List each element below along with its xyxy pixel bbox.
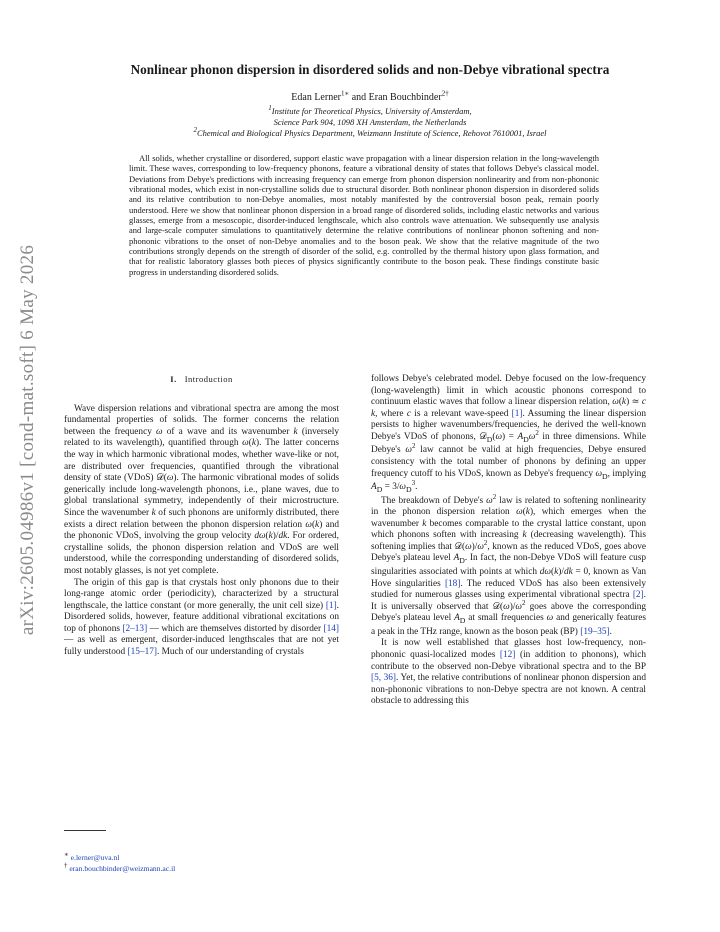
arxiv-identifier-stamp: arXiv:2605.04986v1 [cond-mat.soft] 6 May 2026 bbox=[17, 244, 38, 636]
abstract: All solids, whether crystalline or disordered, support elastic wave propagation with a linear dispersion relation in the long-wavelength limit. These waves, corresponding to low-frequency phonons, feature a vibrational density of states that follows Debye's classical model. Deviations from Debye's predictions with increasing frequency can emerge from phonon dispersion nonlinearity and from non-phononic vibrational modes, which exist in non-crystalline solids due to structural disorder. Both nonlinear phonon dispersion in disordered solids and its relative contribution to non-Debye anomalies, most notably manifested by the controversial boson peak, remain poorly understood. Here we show that nonlinear phonon dispersion in a broad range of disordered solids, including elastic networks and various glasses, emerge from a mesoscopic, disorder-induced lengthscale, which also controls wave attenuation. We subsequently use analysis and large-scale computer simulations to quantitatively determine the relative contributions of nonlinear phonon softening and non-phononic vibrations to the onset of non-Debye anomalies and to the boson peak. We show that the relative magnitude of the two contributions strongly depends on the strength of disorder of the solid, e.g. controlled by the thermal history upon glass formation, and that for realistic laboratory glasses both pieces of physics significantly contribute to the boson peak. These findings constitute basic progress in understanding disordered solids. bbox=[129, 153, 599, 277]
email-link-lerner[interactable]: e.lerner@uva.nl bbox=[70, 853, 120, 862]
paragraph: The breakdown of Debye's $\omega^2$ law is related to softening nonlinearity in the phonon dispersion relation ω(k), which emerges when the wavenumber k becomes comparable to the crystal lattice constant, upon which phonons soften with increasing k (decreasing wavelength). This softening implies that $𝒟(\omega)/\omega^2$, known as the reduced VDoS, goes above Debye's plateau level $A_D$. In fact, the non-Debye VDoS will feature cusp singularities associated with points at which dω(k)/dk = 0, known as Van Hove singularities [18]. The reduced VDoS has also been extensively studied for numerous glasses using experimental vibrational spectra [2]. It is universally observed that $𝒟(\omega)/\omega^2$ goes above the corresponding Debye's plateau level $A_D$ at small frequencies ω and generically features a peak in the THz range, known as the boson peak (BP) [19–35]. bbox=[371, 492, 647, 637]
paragraph: follows Debye's celebrated model. Debye focused on the low-frequency (long-wavelength) limit in which acoustic phonons correspond to continuum elastic waves that follow a linear dispersion relation, ω(k) ≃ c k, where c is a relevant wave-speed [1]. Assuming the linear dispersion persists to higher wavenumbers/frequencies, he derived the well-known Debye's VDoS of phonons, 𝒟$_D$(ω) = $A_D\omega^2$ in three dimensions. While Debye's $\omega^2$ law cannot be valid at high frequencies, Debye ensured consistency with the total number of phonons by defining an upper frequency cutoff to his VDoS, known as Debye's frequency $\omega_D$, implying $A_D = 3/\omega_D^3$. bbox=[371, 374, 647, 494]
footnotes: ∗ e.lerner@uva.nl † eran.bouchbinder@weizmann.ac.il bbox=[64, 850, 176, 873]
paragraph: It is now well established that glasses host low-frequency, non-phononic quasi-localized modes [12] (in addition to phonons), which contribute to the observed non-Debye vibrational spectra and to the BP [5, 36]. Yet, the relative contributions of nonlinear phonon dispersion and non-phononic vibrations to non-Debye spectra are not known. A central obstacle to addressing this bbox=[371, 638, 646, 707]
left-column bbox=[64, 374, 339, 659]
paragraph: Wave dispersion relations and vibrational spectra are among the most fundamental properties of solids. The former concerns the relation between the frequency ω of a wave and its wavenumber k (inversely related to its wavelength), quantified through ω(k). The latter concerns the way in which harmonic vibrational modes, whether wave-like or not, are distributed over frequencies, quantified through the vibrational density of state (VDoS) 𝒟(ω). The harmonic vibrational modes of solids generically include long-wavelength phonons, i.e., plane waves, due to global translational symmetry, independently of their microstructure. Since the wavenumber k of such phonons are uniformly distributed, there exists a direct relation between the phonon dispersion relation ω(k) and the phononic VDoS, involving the group velocity dω(k)/dk. For ordered, crystalline solids, the phonon dispersion relation and VDoS are well understood, while the corresponding understanding of disordered solids, most notably glasses, is not yet complete. bbox=[64, 403, 340, 576]
author-name: and Eran Bouchbinder bbox=[351, 92, 442, 103]
affiliation-1-address: Science Park 904, 1098 XH Amsterdam, the Netherlands bbox=[273, 117, 467, 127]
paragraph: The origin of this gap is that crystals host only phonons due to their long-range atomic order (periodicity), characterized by a structural lengthscale, the lattice constant (or more generally, the unit cell size) [1]. Disordered solids, however, feature additional vibrational excitations on top of phonons [2–13] — which are themselves distorted by disorder [14] — as well as emergent, disorder-induced lengthscales that are not yet fully understood [15–17]. Much of our understanding of crystals bbox=[64, 577, 339, 658]
section-heading: I. Introduction bbox=[170, 374, 233, 384]
affiliation-1: $^1$Institute for Theoretical Physics, University of Amsterdam, bbox=[268, 104, 472, 116]
author-line: Edan Lerner$^{1∗}$ and Eran Bouchbinder$^{2\dagger}$ bbox=[291, 89, 449, 103]
email-link-bouchbinder[interactable]: eran.bouchbinder@weizmann.ac.il bbox=[69, 864, 176, 873]
affiliation-2: $^2$Chemical and Biological Physics Department, Weizmann Institute of Science, Rehovot 7610001, Israel bbox=[193, 126, 547, 138]
paper-title: Nonlinear phonon dispersion in disordered solids and non-Debye vibrational spectra bbox=[130, 62, 610, 77]
footnote-divider bbox=[64, 830, 106, 831]
author-name: Edan Lerner bbox=[291, 92, 341, 103]
right-column bbox=[371, 374, 646, 708]
